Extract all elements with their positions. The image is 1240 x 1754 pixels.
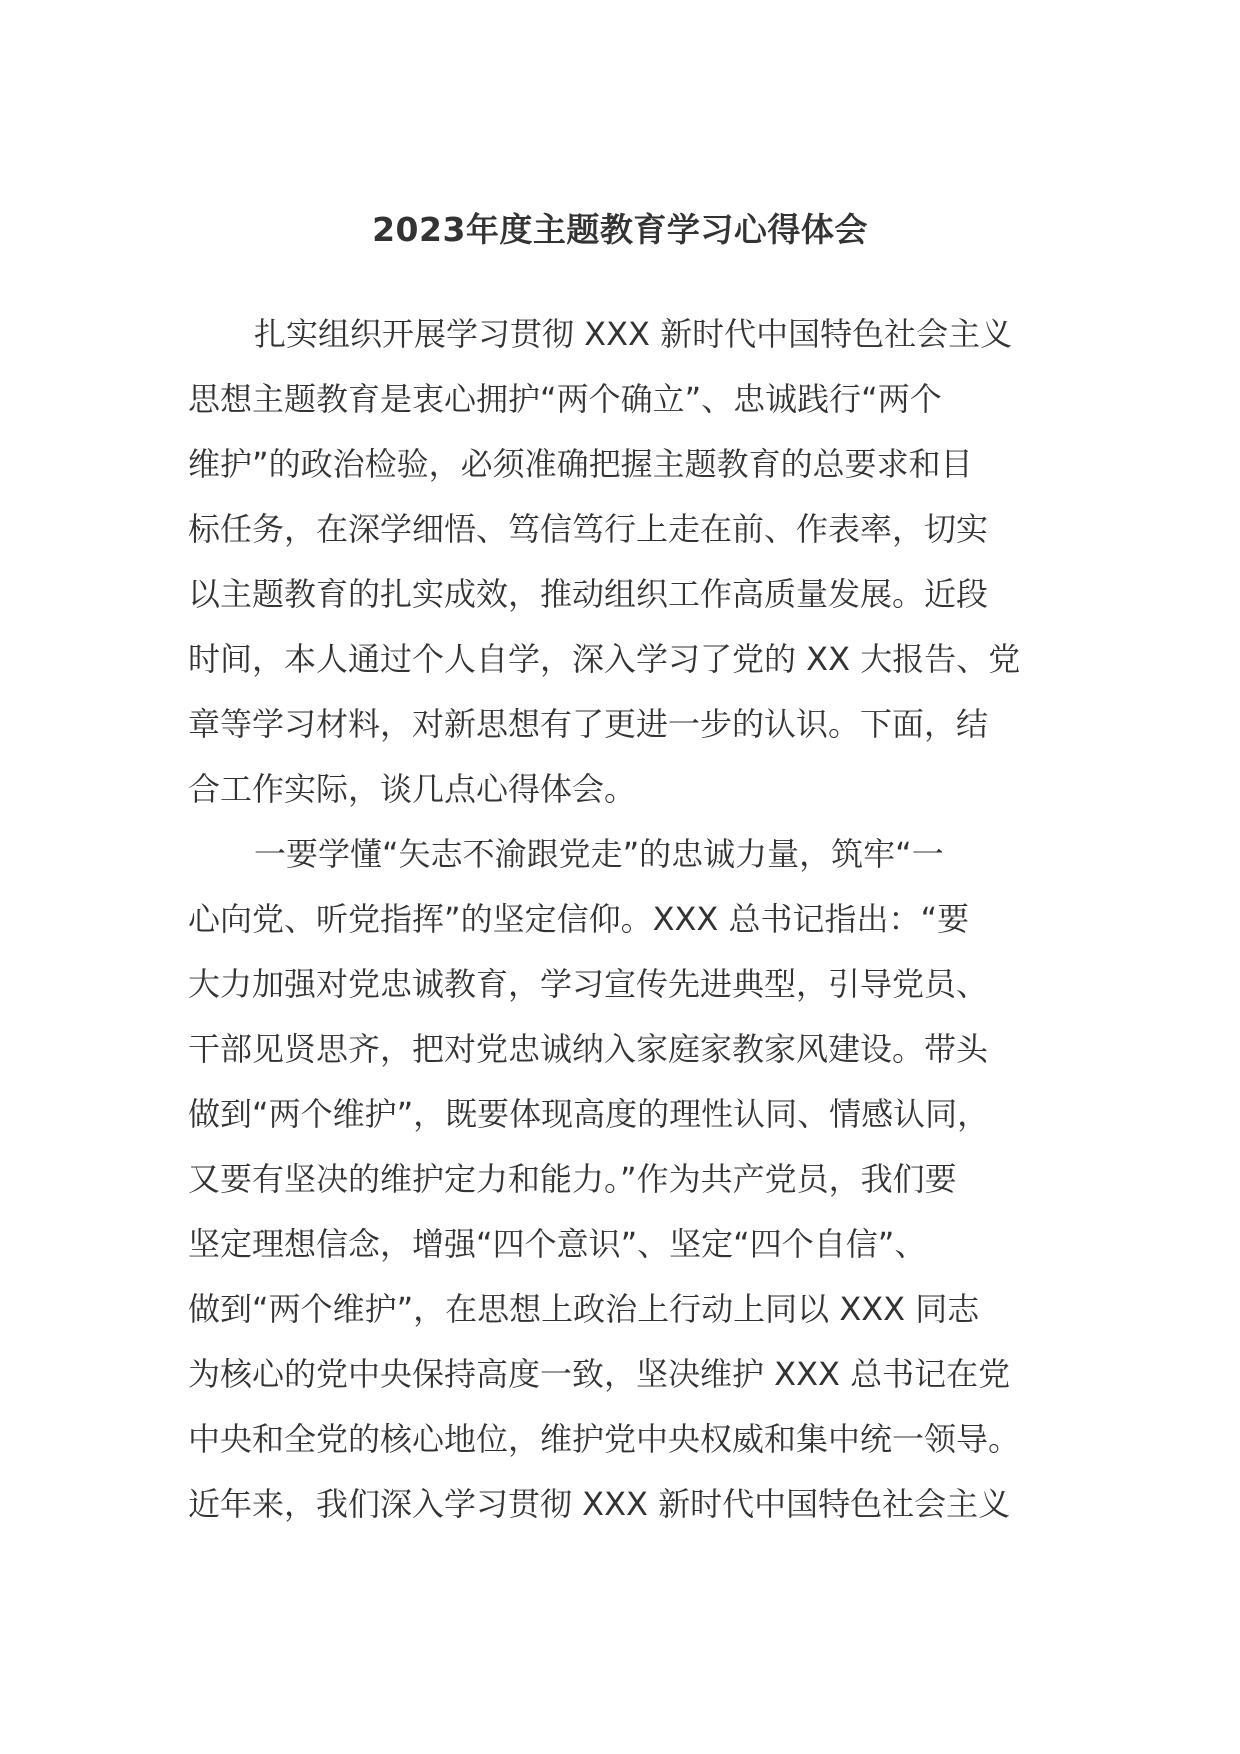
paragraph-line: 做到“两个维护”，既要体现高度的理性认同、情感认同， xyxy=(188,1095,990,1133)
paragraph-line: 扎实组织开展学习贯彻 XXX 新时代中国特色社会主义 xyxy=(254,315,1013,353)
paragraph-line: 中央和全党的核心地位，维护党中央权威和集中统一领导。 xyxy=(188,1420,1021,1458)
paragraph-line: 一要学懂“矢志不渝跟党走”的忠诚力量，筑牢“一 xyxy=(254,835,944,873)
paragraph-line: 章等学习材料，对新思想有了更进一步的认识。下面，结 xyxy=(188,705,989,743)
paragraph-line: 为核心的党中央保持高度一致，坚决维护 XXX 总书记在党 xyxy=(188,1355,1011,1393)
paragraph-line: 思想主题教育是衷心拥护“两个确立”、忠诚践行“两个 xyxy=(188,380,942,418)
paragraph-line: 干部见贤思齐，把对党忠诚纳入家庭家教家风建设。带头 xyxy=(188,1030,989,1068)
paragraph-line: 心向党、听党指挥”的坚定信仰。XXX 总书记指出：“要 xyxy=(188,900,970,938)
paragraph-line: 维护”的政治检验，必须准确把握主题教育的总要求和目 xyxy=(188,445,973,483)
document-title: 2023年度主题教育学习心得体会 xyxy=(372,210,868,249)
paragraph-line: 大力加强对党忠诚教育，学习宣传先进典型，引导党员、 xyxy=(188,965,989,1003)
paragraph-line: 近年来，我们深入学习贯彻 XXX 新时代中国特色社会主义 xyxy=(188,1485,1011,1523)
paragraph-line: 合工作实际，谈几点心得体会。 xyxy=(188,770,637,808)
paragraph-line: 又要有坚决的维护定力和能力。”作为共产党员，我们要 xyxy=(188,1160,957,1198)
paragraph-line: 以主题教育的扎实成效，推动组织工作高质量发展。近段 xyxy=(188,575,989,613)
paragraph-line: 坚定理想信念，增强“四个意识”、坚定“四个自信”、 xyxy=(188,1225,927,1263)
paragraph-line: 标任务，在深学细悟、笃信笃行上走在前、作表率，切实 xyxy=(188,510,989,548)
document-body xyxy=(188,302,1064,1537)
paragraph-line: 做到“两个维护”，在思想上政治上行动上同以 XXX 同志 xyxy=(188,1290,980,1328)
paragraph-line: 时间，本人通过个人自学，深入学习了党的 XX 大报告、党 xyxy=(188,640,1021,678)
